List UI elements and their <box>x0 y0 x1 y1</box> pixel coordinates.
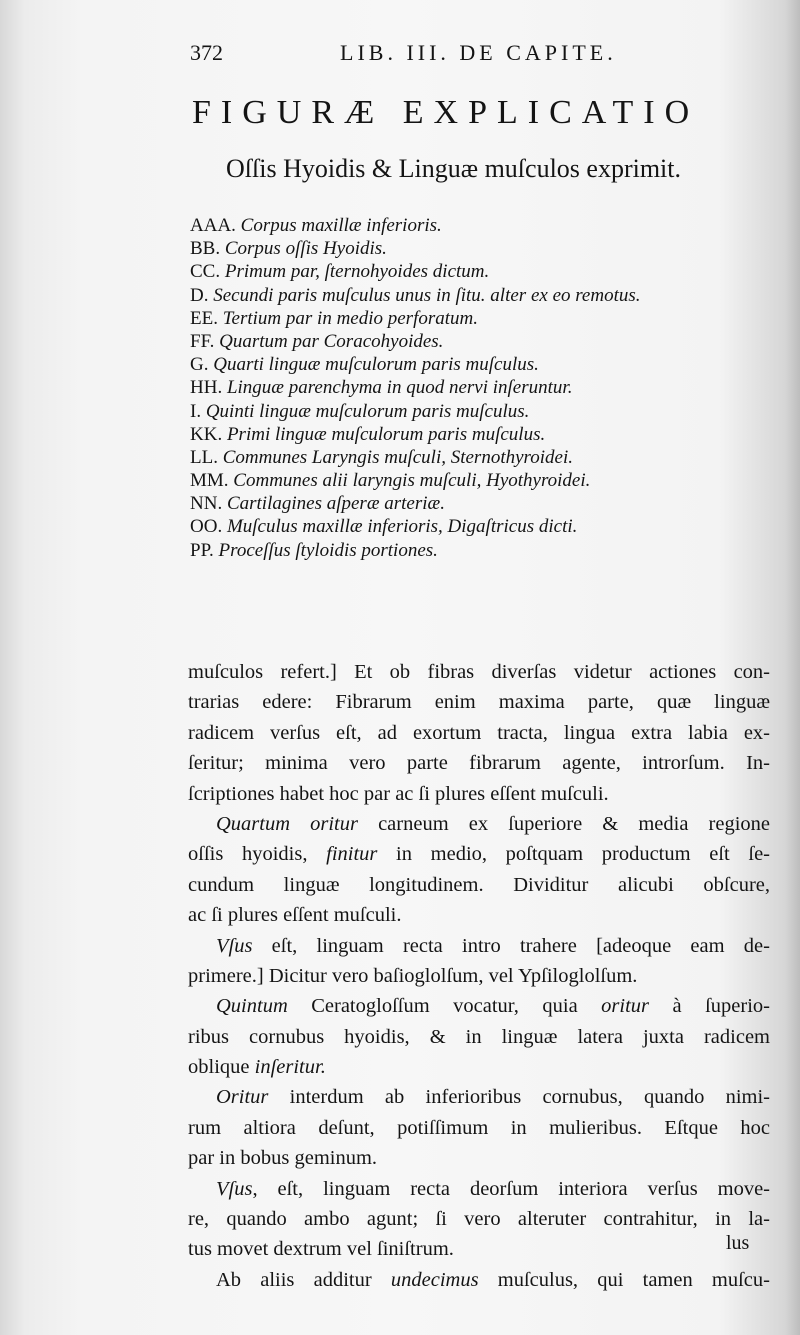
legend-label: MM. <box>190 470 229 492</box>
italic-text: undecimus <box>390 1268 479 1291</box>
roman-text: par in bobus geminum. <box>188 1147 378 1170</box>
italic-text: Quintum <box>216 995 288 1018</box>
legend-text: Quinti linguæ muſculorum paris muſculus. <box>205 400 530 422</box>
legend-text: Primi linguæ muſculorum paris muſculus. <box>226 423 546 445</box>
legend-text: Quarti linguæ muſculorum paris muſculus. <box>213 354 539 376</box>
legend-text: Muſculus maxillæ inferioris, Digaſtricus dicti. <box>226 516 578 538</box>
roman-text: Ceratogloſſum vocatur, quia <box>287 995 602 1018</box>
legend-label: HH. <box>190 377 223 399</box>
legend-text: Secundi paris muſculus unus in ſitu. alter ex eo remotus. <box>213 284 641 306</box>
italic-text: Quartum oritur <box>216 812 358 835</box>
legend-text: Communes Laryngis muſculi, Sternothyroidei. <box>222 446 573 468</box>
italic-text: Vſus <box>216 934 253 957</box>
legend-item <box>190 260 770 283</box>
legend-text: Proceſſus ſtyloidis portiones. <box>218 539 438 561</box>
legend-label: G. <box>190 354 209 376</box>
legend-label: NN. <box>190 493 223 515</box>
legend-label: KK. <box>190 423 223 445</box>
running-title: LIB. III. DE CAPITE. <box>340 40 617 65</box>
legend-label: OO. <box>190 516 223 538</box>
legend-label: D. <box>190 284 209 306</box>
legend-item <box>190 423 770 446</box>
text-line <box>188 1022 770 1052</box>
text-line <box>188 1204 770 1234</box>
text-line <box>188 870 770 900</box>
body-text <box>188 657 770 1295</box>
text-line <box>188 687 770 717</box>
legend-label: BB. <box>190 238 221 260</box>
legend-item <box>190 307 770 330</box>
page-number: 372 <box>190 40 223 65</box>
legend-item <box>190 237 770 260</box>
roman-text: Ab aliis additur <box>216 1268 391 1291</box>
text-line <box>188 961 770 991</box>
legend-text: Cartilagines aſperæ arteriæ. <box>226 493 445 515</box>
text-line <box>188 1143 770 1173</box>
legend-label: EE. <box>190 307 218 329</box>
legend-label: I. <box>190 400 202 422</box>
figure-title: FIGURÆ EXPLICATIO <box>192 94 700 131</box>
text-line <box>188 779 770 809</box>
legend-label: PP. <box>190 539 214 561</box>
text-line <box>188 1052 770 1082</box>
legend-item <box>190 353 770 376</box>
text-line <box>188 718 770 748</box>
roman-text: , eſt, linguam recta deorſum interiora verſus move- <box>252 1177 770 1200</box>
roman-text: à ſuperio- <box>649 995 770 1018</box>
roman-text: oſſis hyoidis, <box>188 843 327 866</box>
roman-text: eſt, linguam recta intro trahere [adeoque eam de- <box>252 934 770 957</box>
text-line <box>188 1174 770 1204</box>
roman-text: ribus cornubus hyoidis, & in linguæ latera juxta radicem <box>188 1025 770 1048</box>
roman-text: tus movet dextrum vel ſiniſtrum. <box>188 1238 454 1261</box>
roman-text: rum altiora deſunt, potiſſimum in mulieribus. Eſtque hoc <box>188 1116 770 1139</box>
roman-text: ſcriptiones habet hoc par ac ſi plures eſſent muſculi. <box>188 782 609 805</box>
figure-legend <box>190 214 770 562</box>
legend-text: Tertium par in medio perforatum. <box>222 307 479 329</box>
roman-text: carneum ex ſuperiore & media regione <box>357 812 770 835</box>
legend-text: Communes alii laryngis muſculi, Hyothyroidei. <box>233 470 591 492</box>
italic-text: inſeritur. <box>254 1056 326 1079</box>
legend-text: Linguæ parenchyma in quod nervi inſeruntur. <box>226 377 573 399</box>
legend-item <box>190 330 770 353</box>
legend-text: Corpus oſſis Hyoidis. <box>224 238 387 260</box>
roman-text: muſculus, qui tamen muſcu- <box>478 1268 770 1291</box>
legend-text: Primum par, ſternohyoides dictum. <box>224 261 490 283</box>
legend-item <box>190 492 770 515</box>
legend-label: AAA. <box>190 215 236 236</box>
italic-text: Oritur <box>216 1086 269 1109</box>
catchword: lus <box>726 1232 750 1254</box>
legend-text: Quartum par Coracohyoides. <box>219 330 444 352</box>
page-header <box>190 40 750 74</box>
legend-item <box>190 469 770 492</box>
text-line <box>188 1082 770 1112</box>
roman-text: ſeritur; minima vero parte fibrarum agente, introrſum. In- <box>188 752 770 775</box>
legend-item <box>190 515 770 538</box>
roman-text: muſculos refert.] Et ob fibras diverſas videtur actiones con- <box>188 661 770 683</box>
text-line <box>188 809 770 839</box>
roman-text: cundum linguæ longitudinem. Dividitur alicubi obſcure, <box>188 873 770 896</box>
figure-subtitle: Oſſis Hyoidis & Linguæ muſculos exprimit. <box>226 154 681 183</box>
text-line <box>188 931 770 961</box>
legend-text: Corpus maxillæ inferioris. <box>240 215 442 236</box>
legend-item <box>190 284 770 307</box>
roman-text: ac ſi plures eſſent muſculi. <box>188 904 402 927</box>
legend-label: LL. <box>190 446 218 468</box>
text-line <box>188 1234 770 1264</box>
legend-label: FF. <box>190 330 215 352</box>
text-line <box>188 657 770 687</box>
italic-text: finitur <box>326 843 378 866</box>
italic-text: Vſus <box>216 1177 253 1200</box>
text-line <box>188 900 770 930</box>
text-line <box>188 839 770 869</box>
roman-text: primere.] Dicitur vero baſioglolſum, vel Ypſiloglolſum. <box>188 964 638 987</box>
roman-text: oblique <box>188 1056 255 1079</box>
roman-text: radicem verſus eſt, ad exortum tracta, lingua extra labia ex- <box>188 721 770 744</box>
legend-item <box>190 446 770 469</box>
legend-label: CC. <box>190 261 221 283</box>
text-line <box>188 1265 770 1295</box>
legend-item <box>190 539 770 562</box>
text-line <box>188 991 770 1021</box>
text-line <box>188 1113 770 1143</box>
roman-text: in medio, poſtquam productum eſt ſe- <box>377 843 770 866</box>
italic-text: oritur <box>601 995 650 1018</box>
legend-item <box>190 400 770 423</box>
roman-text: re, quando ambo agunt; ſi vero alteruter contrahitur, in la- <box>188 1208 770 1231</box>
legend-item <box>190 214 770 237</box>
text-line <box>188 748 770 778</box>
legend-item <box>190 376 770 399</box>
roman-text: interdum ab inferioribus cornubus, quando nimi- <box>268 1086 770 1109</box>
roman-text: trarias edere: Fibrarum enim maxima parte, quæ linguæ <box>188 691 770 714</box>
